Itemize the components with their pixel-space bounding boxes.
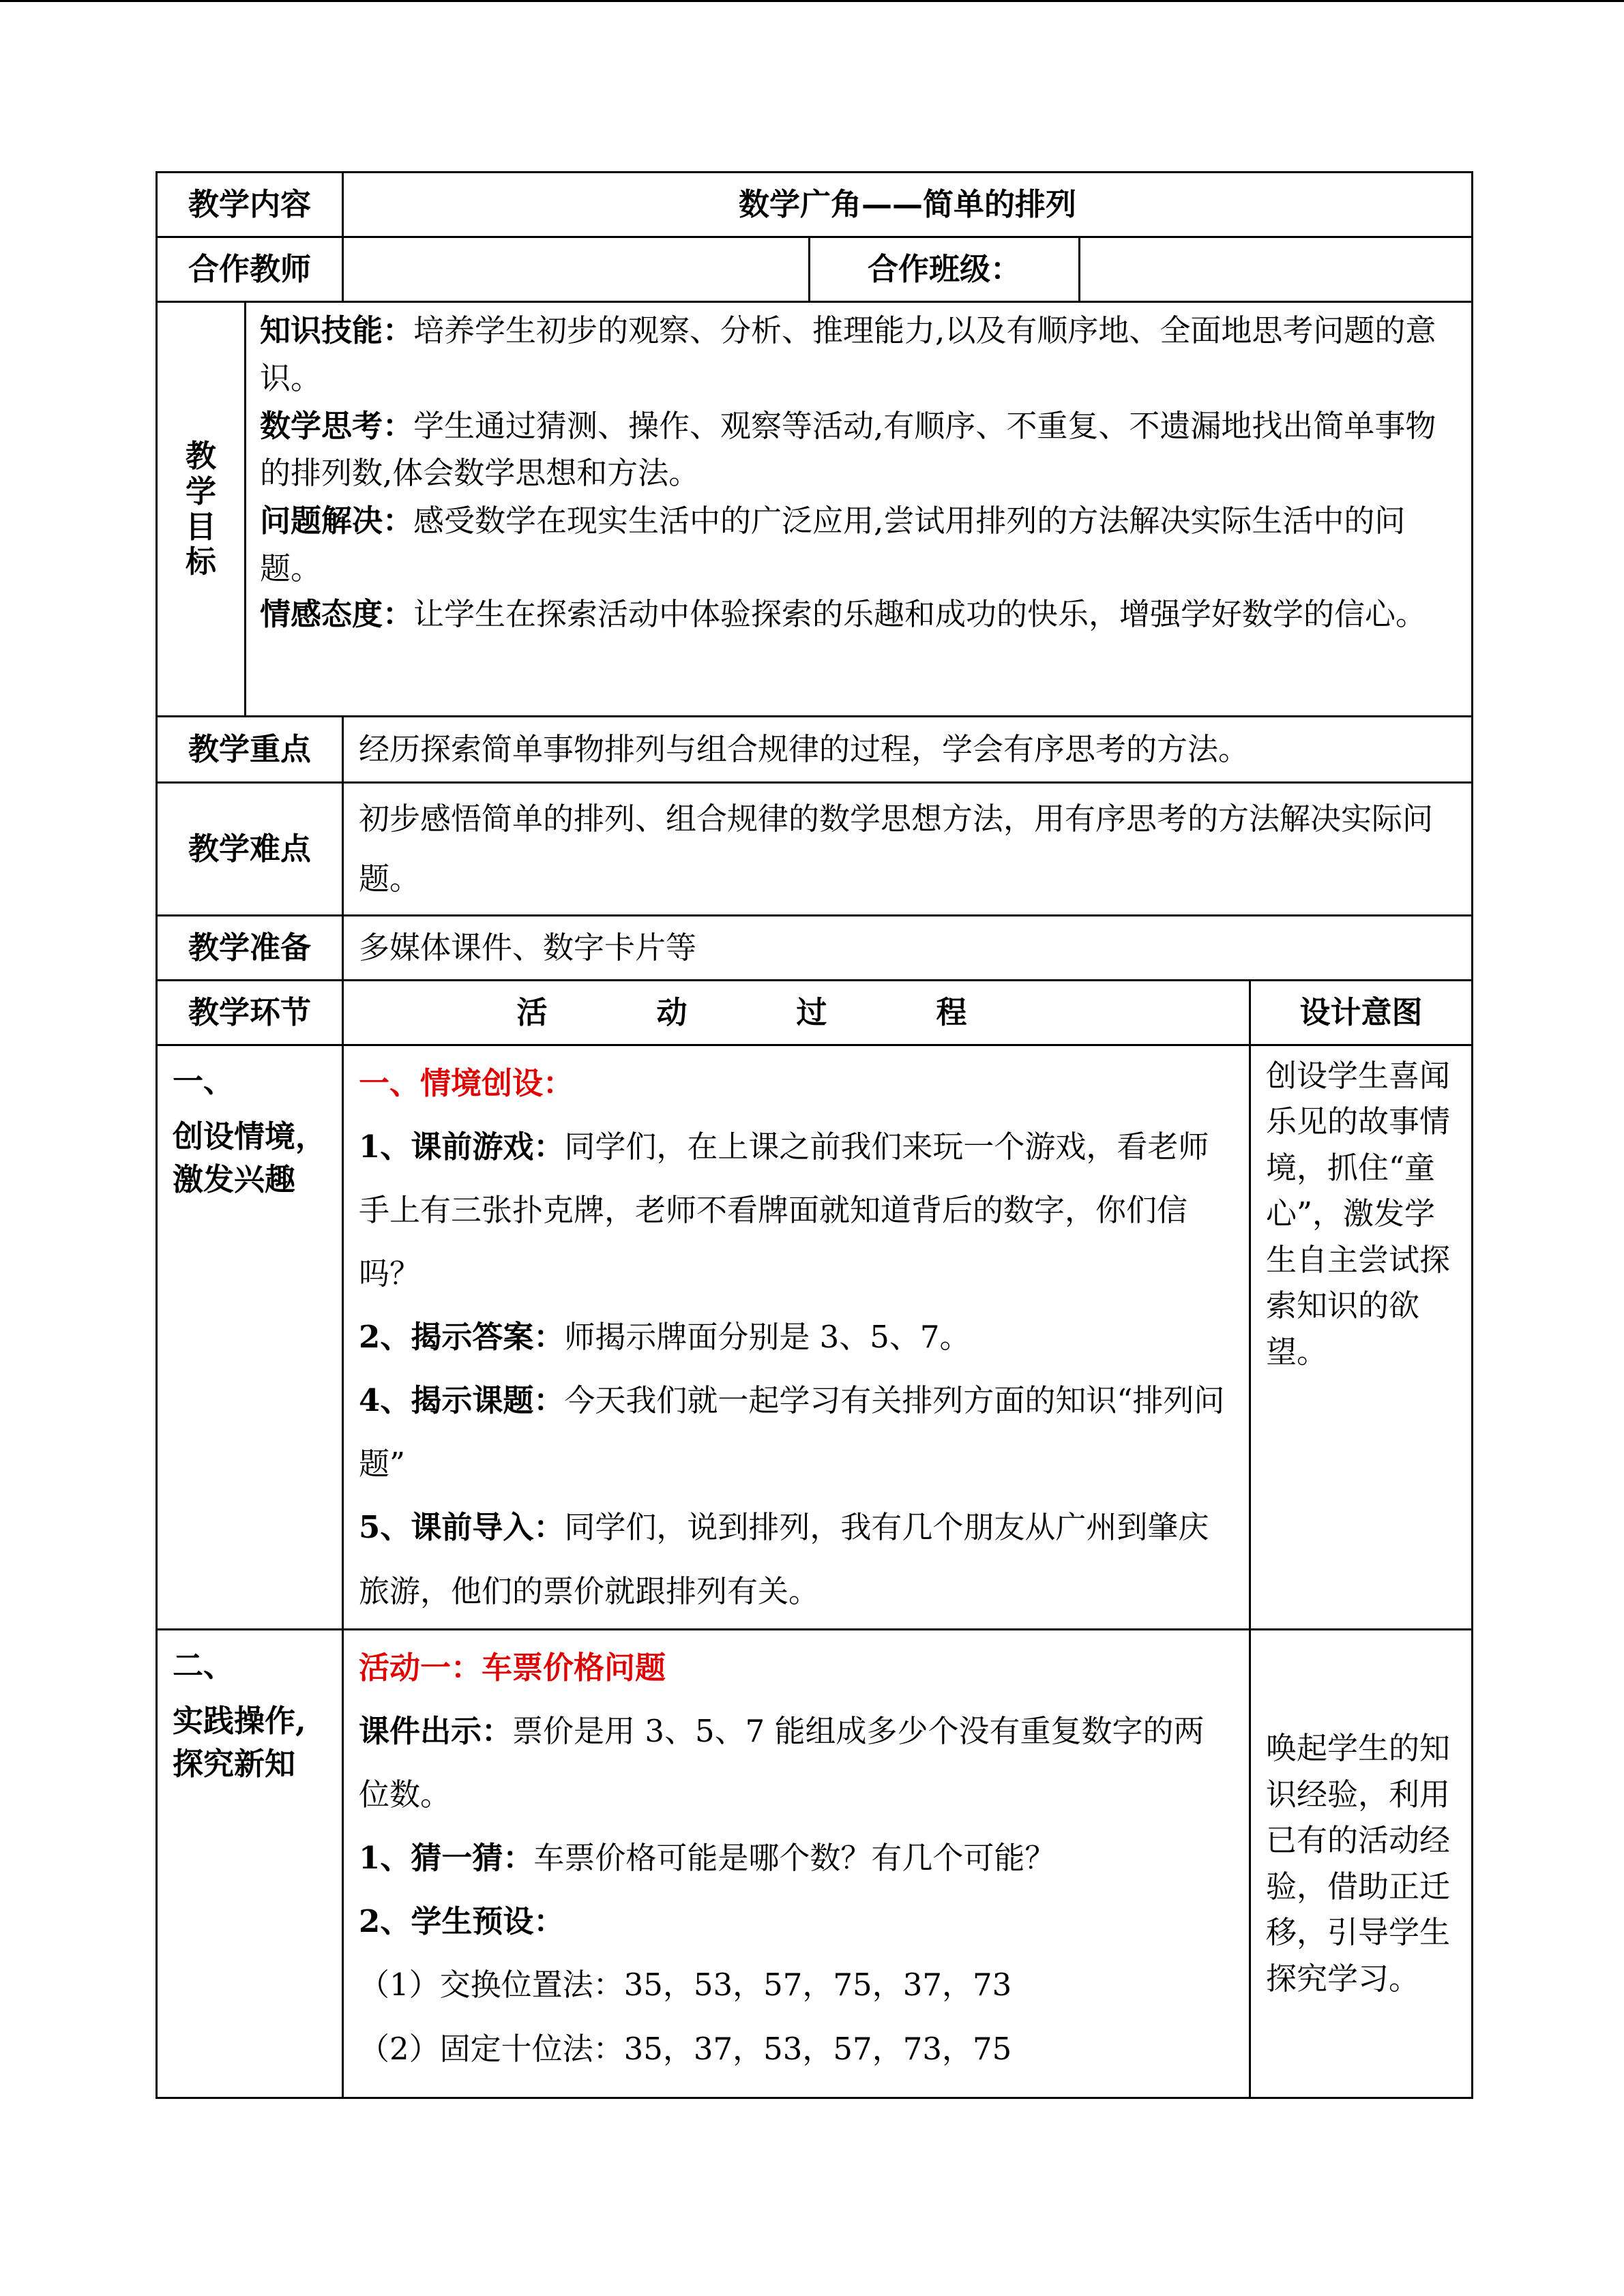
courseware-item: 课件出示：票价是用 3、5、7 能组成多少个没有重复数字的两位数。 [359, 1712, 1205, 1813]
stage-name: 实践操作,探究新知 [173, 1702, 306, 1782]
row-key-point [157, 717, 1473, 783]
activity-item: 5、课前导入：同学们，说到排列，我有几个朋友从广州到肇庆旅游，他们的票价就跟排列有关。 [359, 1509, 1209, 1609]
section-2-intent: 唤起学生的知识经验，利用已有的活动经验，借助正迁移，引导学生探究学习。 [1250, 1629, 1473, 2098]
teacher-label: 合作教师 [157, 237, 343, 302]
objective-item: 问题解决：感受数学在现实生活中的广泛应用,尝试用排列的方法解决实际生活中的问题。 [260, 503, 1406, 586]
row-teaching-content [157, 173, 1473, 237]
preparation-label: 教学准备 [157, 915, 343, 980]
lesson-plan-table [156, 171, 1473, 2099]
stage-header: 教学环节 [157, 980, 343, 1045]
class-value [1080, 237, 1473, 302]
section-1-intent: 创设学生喜闻乐见的故事情境，抓住“童心”，激发学生自主尝试探索知识的欲望。 [1250, 1045, 1473, 1629]
difficulty-text: 初步感悟简单的排列、组合规律的数学思想方法，用有序思考的方法解决实际问题。 [343, 783, 1473, 916]
objectives-label [157, 302, 246, 717]
class-label: 合作班级： [810, 237, 1080, 302]
preparation-text: 多媒体课件、数字卡片等 [343, 915, 1473, 980]
section-2-activity [343, 1629, 1250, 2098]
page-top-border [0, 0, 1624, 2]
preset-title: 2、学生预设： [359, 1903, 565, 1940]
row-section-1 [157, 1045, 1473, 1629]
section-2-stage [157, 1629, 343, 2098]
stage-name: 创设情境，激发兴趣 [173, 1118, 327, 1197]
intent-header: 设计意图 [1250, 980, 1473, 1045]
key-point-label: 教学重点 [157, 717, 343, 783]
objective-item: 情感态度：让学生在探索活动中体验探索的乐趣和成功的快乐，增强学好数学的信心。 [260, 595, 1427, 632]
objectives-label-char: 教 [185, 438, 216, 474]
section-heading: 活动一：车票价格问题 [359, 1649, 666, 1686]
activity-item: 1、课前游戏：同学们，在上课之前我们来玩一个游戏，看老师手上有三张扑克牌，老师不看牌面就知道背后的数字，你们信吗？ [359, 1128, 1209, 1292]
activity-header: 活动过程 [343, 980, 1250, 1045]
section-1-activity [343, 1045, 1250, 1629]
content-label: 教学内容 [157, 173, 343, 237]
activity-item: 2、揭示答案：师揭示牌面分别是 3、5、7。 [359, 1319, 971, 1356]
objective-item: 数学思考：学生通过猜测、操作、观察等活动,有顺序、不重复、不遗漏地找出简单事物的排列数,体会数学思想和方法。 [260, 407, 1436, 492]
objectives-content [246, 302, 1473, 717]
objectives-label-char: 学 [185, 473, 216, 509]
key-point-text: 经历探索简单事物排列与组合规律的过程，学会有序思考的方法。 [343, 717, 1473, 783]
row-section-2 [157, 1629, 1473, 2098]
section-heading: 一、情境创设： [359, 1064, 574, 1101]
objectives-label-char: 目 [185, 508, 216, 545]
difficulty-label: 教学难点 [157, 783, 343, 916]
row-process-header [157, 980, 1473, 1045]
guess-item: 1、猜一猜：车票价格可能是哪个数？有几个可能？ [359, 1840, 1056, 1877]
activity-item: 4、揭示课题：今天我们就一起学习有关排列方面的知识“排列问题” [359, 1382, 1225, 1482]
stage-number: 一、 [173, 1062, 235, 1099]
objective-item: 知识技能：培养学生初步的观察、分析、推理能力,以及有顺序地、全面地思考问题的意识。 [260, 312, 1436, 396]
stage-number: 二、 [173, 1647, 235, 1684]
method-line: （2）固定十位法：35，37，53，57，73，75 [359, 2030, 1012, 2067]
row-cooperation [157, 237, 1473, 302]
row-preparation [157, 915, 1473, 980]
section-1-stage [157, 1045, 343, 1629]
row-objectives [157, 302, 1473, 717]
lesson-title: 数学广角——简单的排列 [343, 173, 1473, 237]
row-difficulty [157, 783, 1473, 916]
method-line: （1）交换位置法：35，53，57，75，37，73 [359, 1967, 1012, 2003]
objectives-label-char: 标 [185, 543, 216, 580]
teacher-value [343, 237, 810, 302]
